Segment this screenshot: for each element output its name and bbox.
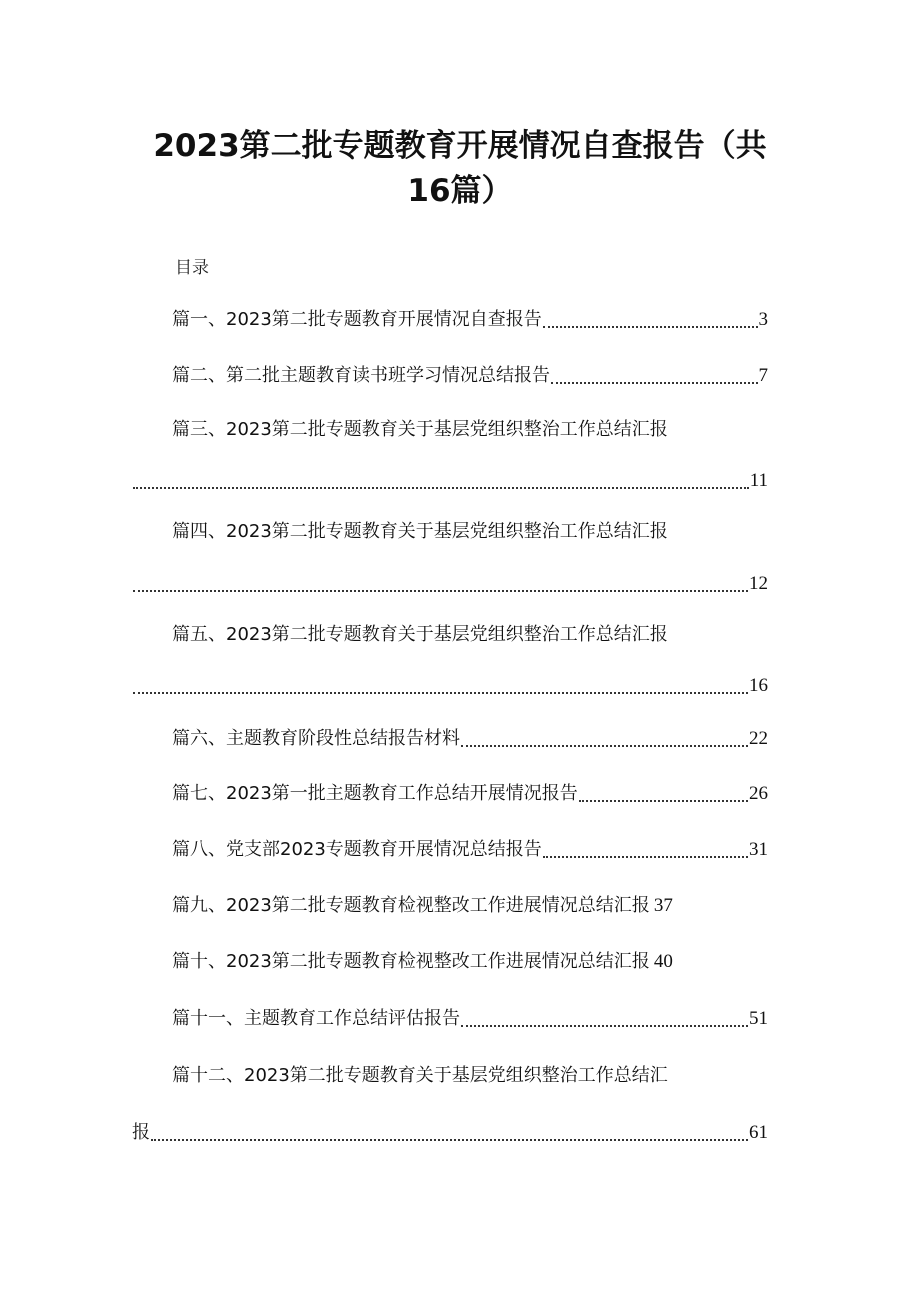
toc-entry-title: 篇十二、2023第二批专题教育关于基层党组织整治工作总结汇	[172, 1065, 668, 1086]
toc-entry-page: 61	[749, 1122, 768, 1143]
toc-entry-page: 51	[749, 1008, 768, 1029]
toc-entry[interactable]	[172, 723, 768, 753]
toc-entry-continuation[interactable]	[132, 465, 768, 495]
toc-entry-title: 篇五、2023第二批专题教育关于基层党组织整治工作总结汇报	[172, 624, 668, 645]
toc-leader-dots	[151, 1138, 748, 1141]
toc-entry[interactable]	[172, 946, 673, 976]
toc-entry-page: 12	[749, 573, 768, 594]
toc-entry-title: 篇九、2023第二批专题教育检视整改工作进展情况总结汇报	[172, 895, 650, 916]
toc-entry-title: 篇四、2023第二批专题教育关于基层党组织整治工作总结汇报	[172, 521, 668, 542]
toc-leader-dots	[461, 1024, 748, 1027]
toc-leader-dots	[133, 486, 749, 489]
toc-entry-continuation[interactable]	[132, 670, 768, 700]
toc-entry-title: 篇一、2023第二批专题教育开展情况自查报告	[172, 309, 542, 330]
toc-entry-title-continuation: 报	[132, 1122, 150, 1143]
toc-entry[interactable]	[172, 516, 668, 546]
toc-entry[interactable]	[172, 1003, 768, 1033]
toc-leader-dots	[133, 589, 748, 592]
toc-entry-page: 3	[758, 309, 768, 330]
toc-entry-title: 篇二、第二批主题教育读书班学习情况总结报告	[172, 365, 550, 386]
toc-entry-page: 26	[749, 783, 768, 804]
toc-entry-title: 篇十一、主题教育工作总结评估报告	[172, 1008, 460, 1029]
toc-leader-dots	[133, 691, 748, 694]
toc-entry-page: 22	[749, 728, 768, 749]
toc-entry-page: 7	[758, 365, 768, 386]
toc-leader-dots	[543, 325, 758, 328]
toc-leader-dots	[461, 744, 748, 747]
toc-entry-title: 篇十、2023第二批专题教育检视整改工作进展情况总结汇报	[172, 951, 650, 972]
toc-entry-continuation[interactable]	[132, 1117, 768, 1147]
toc-entry-page: 31	[749, 839, 768, 860]
toc-entry[interactable]	[172, 360, 768, 390]
toc-entry-title: 篇三、2023第二批专题教育关于基层党组织整治工作总结汇报	[172, 419, 668, 440]
toc-entry-title: 篇八、党支部2023专题教育开展情况总结报告	[172, 839, 542, 860]
toc-entry-page: 37	[653, 895, 673, 916]
toc-entry[interactable]	[172, 619, 668, 649]
toc-entry[interactable]	[172, 414, 668, 444]
toc-entry-continuation[interactable]	[132, 568, 768, 598]
toc-entry[interactable]	[172, 778, 768, 808]
toc-entry-title: 篇七、2023第一批主题教育工作总结开展情况报告	[172, 783, 578, 804]
toc-entry-page: 16	[749, 675, 768, 696]
toc-entry[interactable]	[172, 1060, 668, 1090]
toc-entry-title: 篇六、主题教育阶段性总结报告材料	[172, 728, 460, 749]
toc-entry[interactable]	[172, 834, 768, 864]
document-title-line-1: 2023第二批专题教育开展情况自查报告（共	[153, 128, 767, 164]
document-title-line-2: 16篇）	[407, 173, 513, 209]
toc-entry[interactable]	[172, 304, 768, 334]
toc-leader-dots	[579, 799, 748, 802]
toc-entry-page: 40	[653, 951, 673, 972]
toc-leader-dots	[551, 381, 758, 384]
toc-entry[interactable]	[172, 890, 673, 920]
toc-entry-page: 11	[749, 470, 768, 491]
toc-heading: 目录	[175, 258, 209, 278]
toc-leader-dots	[543, 855, 748, 858]
